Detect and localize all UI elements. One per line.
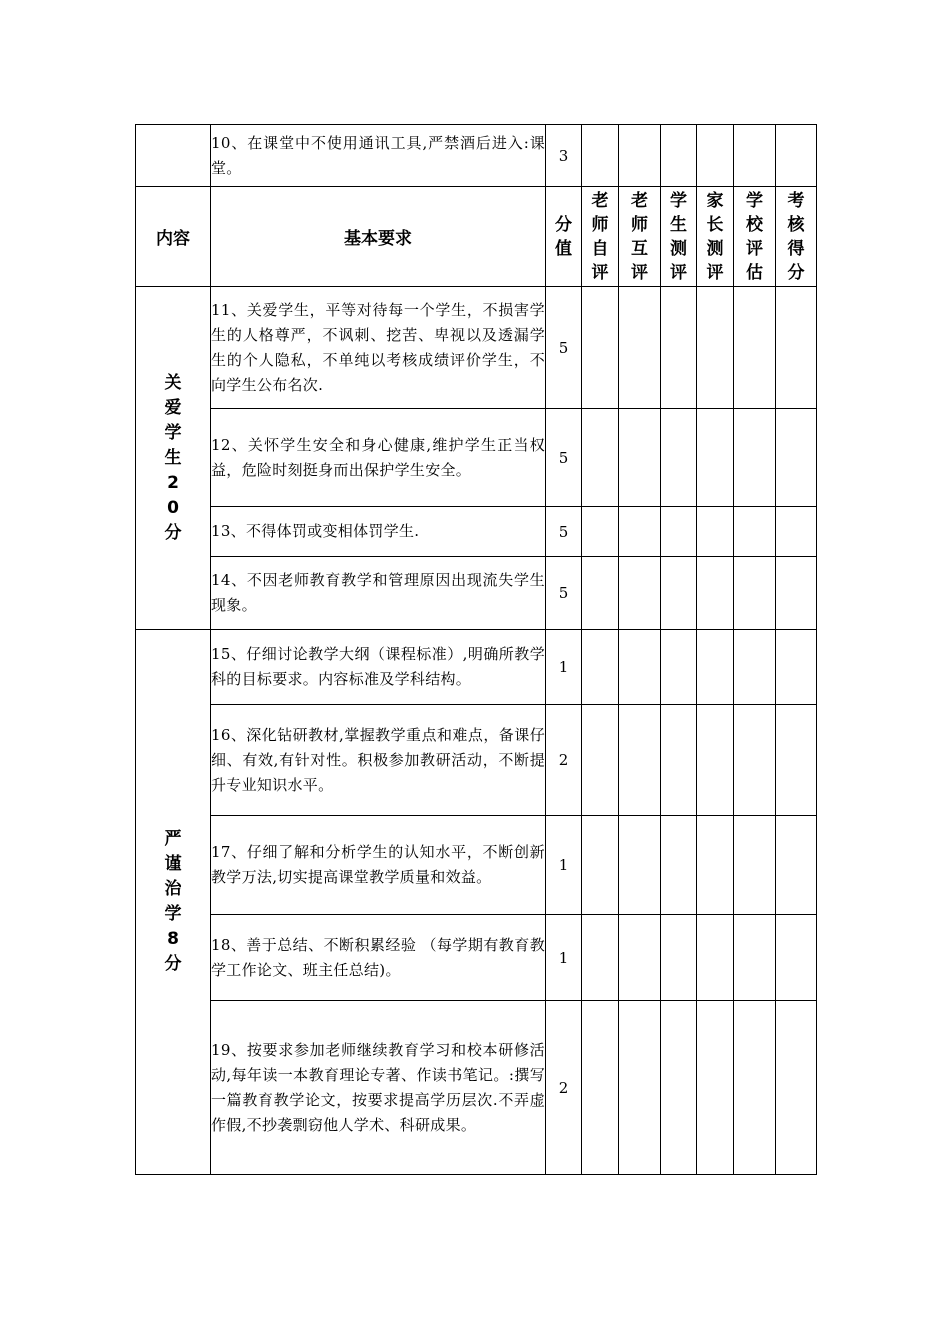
evaluation-table: [135, 124, 817, 1175]
requirement-text: 12、关怀学生安全和身心健康,维护学生正当权益，危险时刻挺身而出保护学生安全。: [211, 409, 546, 507]
student-eval-cell[interactable]: [661, 507, 697, 557]
requirement-text: 18、善于总结、不断积累经验 （每学期有教育教学工作论文、班主任总结)。: [211, 915, 546, 1001]
final-score-cell[interactable]: [776, 507, 817, 557]
requirement-text: 14、不因老师教育教学和管理原因出现流失学生现象。: [211, 557, 546, 630]
category-care: 关爱学生20分: [136, 287, 211, 630]
header-content: 内容: [136, 187, 211, 287]
requirement-text: 17、仔细了解和分析学生的认知水平，不断创新教学万法,切实提高课堂教学质量和效益。: [211, 816, 546, 915]
header-teacher-self: 老师自评: [582, 187, 619, 287]
score-value: 1: [546, 816, 582, 915]
score-value: 2: [546, 1001, 582, 1175]
table-row: [136, 287, 817, 409]
student-eval-cell[interactable]: [661, 705, 697, 816]
school-eval-cell[interactable]: [734, 630, 776, 705]
requirement-text: 13、不得体罚或变相体罚学生.: [211, 507, 546, 557]
parent-eval-cell[interactable]: [697, 287, 734, 409]
teacher-peer-cell[interactable]: [619, 915, 661, 1001]
teacher-self-cell[interactable]: [582, 507, 619, 557]
teacher-self-cell[interactable]: [582, 630, 619, 705]
student-eval-cell[interactable]: [661, 915, 697, 1001]
parent-eval-cell[interactable]: [697, 125, 734, 187]
student-eval-cell[interactable]: [661, 125, 697, 187]
parent-eval-cell[interactable]: [697, 409, 734, 507]
requirement-text: 19、按要求参加老师继续教育学习和校本研修活动,每年读一本教育理论专著、作读书笔记。:撰写一篇教育教学论文，按要求提高学历层次.不弄虚作假,不抄袭剽窃他人学术、科研成果。: [211, 1001, 546, 1175]
student-eval-cell[interactable]: [661, 816, 697, 915]
school-eval-cell[interactable]: [734, 409, 776, 507]
final-score-cell[interactable]: [776, 557, 817, 630]
teacher-peer-cell[interactable]: [619, 1001, 661, 1175]
final-score-cell[interactable]: [776, 915, 817, 1001]
final-score-cell[interactable]: [776, 287, 817, 409]
header-score: 分值: [546, 187, 582, 287]
final-score-cell[interactable]: [776, 816, 817, 915]
school-eval-cell[interactable]: [734, 287, 776, 409]
category-rigor: 严谨治学8分: [136, 630, 211, 1175]
header-final-score: 考核得分: [776, 187, 817, 287]
table-row: [136, 705, 817, 816]
teacher-peer-cell[interactable]: [619, 287, 661, 409]
teacher-self-cell[interactable]: [582, 557, 619, 630]
table-row: [136, 557, 817, 630]
teacher-peer-cell[interactable]: [619, 630, 661, 705]
student-eval-cell[interactable]: [661, 287, 697, 409]
score-value: 1: [546, 630, 582, 705]
teacher-self-cell[interactable]: [582, 816, 619, 915]
table-row: [136, 915, 817, 1001]
parent-eval-cell[interactable]: [697, 630, 734, 705]
teacher-self-cell[interactable]: [582, 915, 619, 1001]
teacher-peer-cell[interactable]: [619, 557, 661, 630]
score-value: 5: [546, 409, 582, 507]
teacher-peer-cell[interactable]: [619, 705, 661, 816]
student-eval-cell[interactable]: [661, 1001, 697, 1175]
school-eval-cell[interactable]: [734, 915, 776, 1001]
parent-eval-cell[interactable]: [697, 816, 734, 915]
score-value: 1: [546, 915, 582, 1001]
teacher-self-cell[interactable]: [582, 125, 619, 187]
requirement-text: 15、仔细讨论教学大纲（课程标准）,明确所教学科的目标要求。内容标准及学科结构。: [211, 630, 546, 705]
parent-eval-cell[interactable]: [697, 507, 734, 557]
school-eval-cell[interactable]: [734, 1001, 776, 1175]
table-row: [136, 507, 817, 557]
table-row: [136, 1001, 817, 1175]
header-teacher-peer: 老师互评: [619, 187, 661, 287]
score-value: 5: [546, 287, 582, 409]
table-row: [136, 409, 817, 507]
school-eval-cell[interactable]: [734, 507, 776, 557]
requirement-text: 10、在课堂中不使用通讯工具,严禁酒后进入:课堂。: [211, 125, 546, 187]
school-eval-cell[interactable]: [734, 705, 776, 816]
school-eval-cell[interactable]: [734, 125, 776, 187]
requirement-text: 11、关爱学生，平等对待每一个学生，不损害学生的人格尊严，不讽刺、挖苦、卑视以及透漏学生的个人隐私，不单纯以考核成绩评价学生，不向学生公布名次.: [211, 287, 546, 409]
final-score-cell[interactable]: [776, 125, 817, 187]
header-parent-eval: 家长测评: [697, 187, 734, 287]
teacher-self-cell[interactable]: [582, 705, 619, 816]
teacher-peer-cell[interactable]: [619, 125, 661, 187]
parent-eval-cell[interactable]: [697, 557, 734, 630]
student-eval-cell[interactable]: [661, 557, 697, 630]
parent-eval-cell[interactable]: [697, 705, 734, 816]
table-row: [136, 125, 817, 187]
teacher-peer-cell[interactable]: [619, 409, 661, 507]
student-eval-cell[interactable]: [661, 630, 697, 705]
header-requirement: 基本要求: [211, 187, 546, 287]
header-student-eval: 学生测评: [661, 187, 697, 287]
teacher-self-cell[interactable]: [582, 409, 619, 507]
teacher-peer-cell[interactable]: [619, 507, 661, 557]
teacher-self-cell[interactable]: [582, 287, 619, 409]
header-row: [136, 187, 817, 287]
parent-eval-cell[interactable]: [697, 915, 734, 1001]
table-row: [136, 816, 817, 915]
score-value: 5: [546, 557, 582, 630]
final-score-cell[interactable]: [776, 409, 817, 507]
score-value: 2: [546, 705, 582, 816]
category-cell-empty: [136, 125, 211, 187]
score-value: 5: [546, 507, 582, 557]
final-score-cell[interactable]: [776, 1001, 817, 1175]
final-score-cell[interactable]: [776, 630, 817, 705]
teacher-peer-cell[interactable]: [619, 816, 661, 915]
score-value: 3: [546, 125, 582, 187]
school-eval-cell[interactable]: [734, 557, 776, 630]
header-school-eval: 学校评估: [734, 187, 776, 287]
requirement-text: 16、深化钻研教材,掌握教学重点和难点，备课仔细、有效,有针对性。积极参加教研活动，不断提升专业知识水平。: [211, 705, 546, 816]
final-score-cell[interactable]: [776, 705, 817, 816]
teacher-self-cell[interactable]: [582, 1001, 619, 1175]
student-eval-cell[interactable]: [661, 409, 697, 507]
table-row: [136, 630, 817, 705]
school-eval-cell[interactable]: [734, 816, 776, 915]
parent-eval-cell[interactable]: [697, 1001, 734, 1175]
